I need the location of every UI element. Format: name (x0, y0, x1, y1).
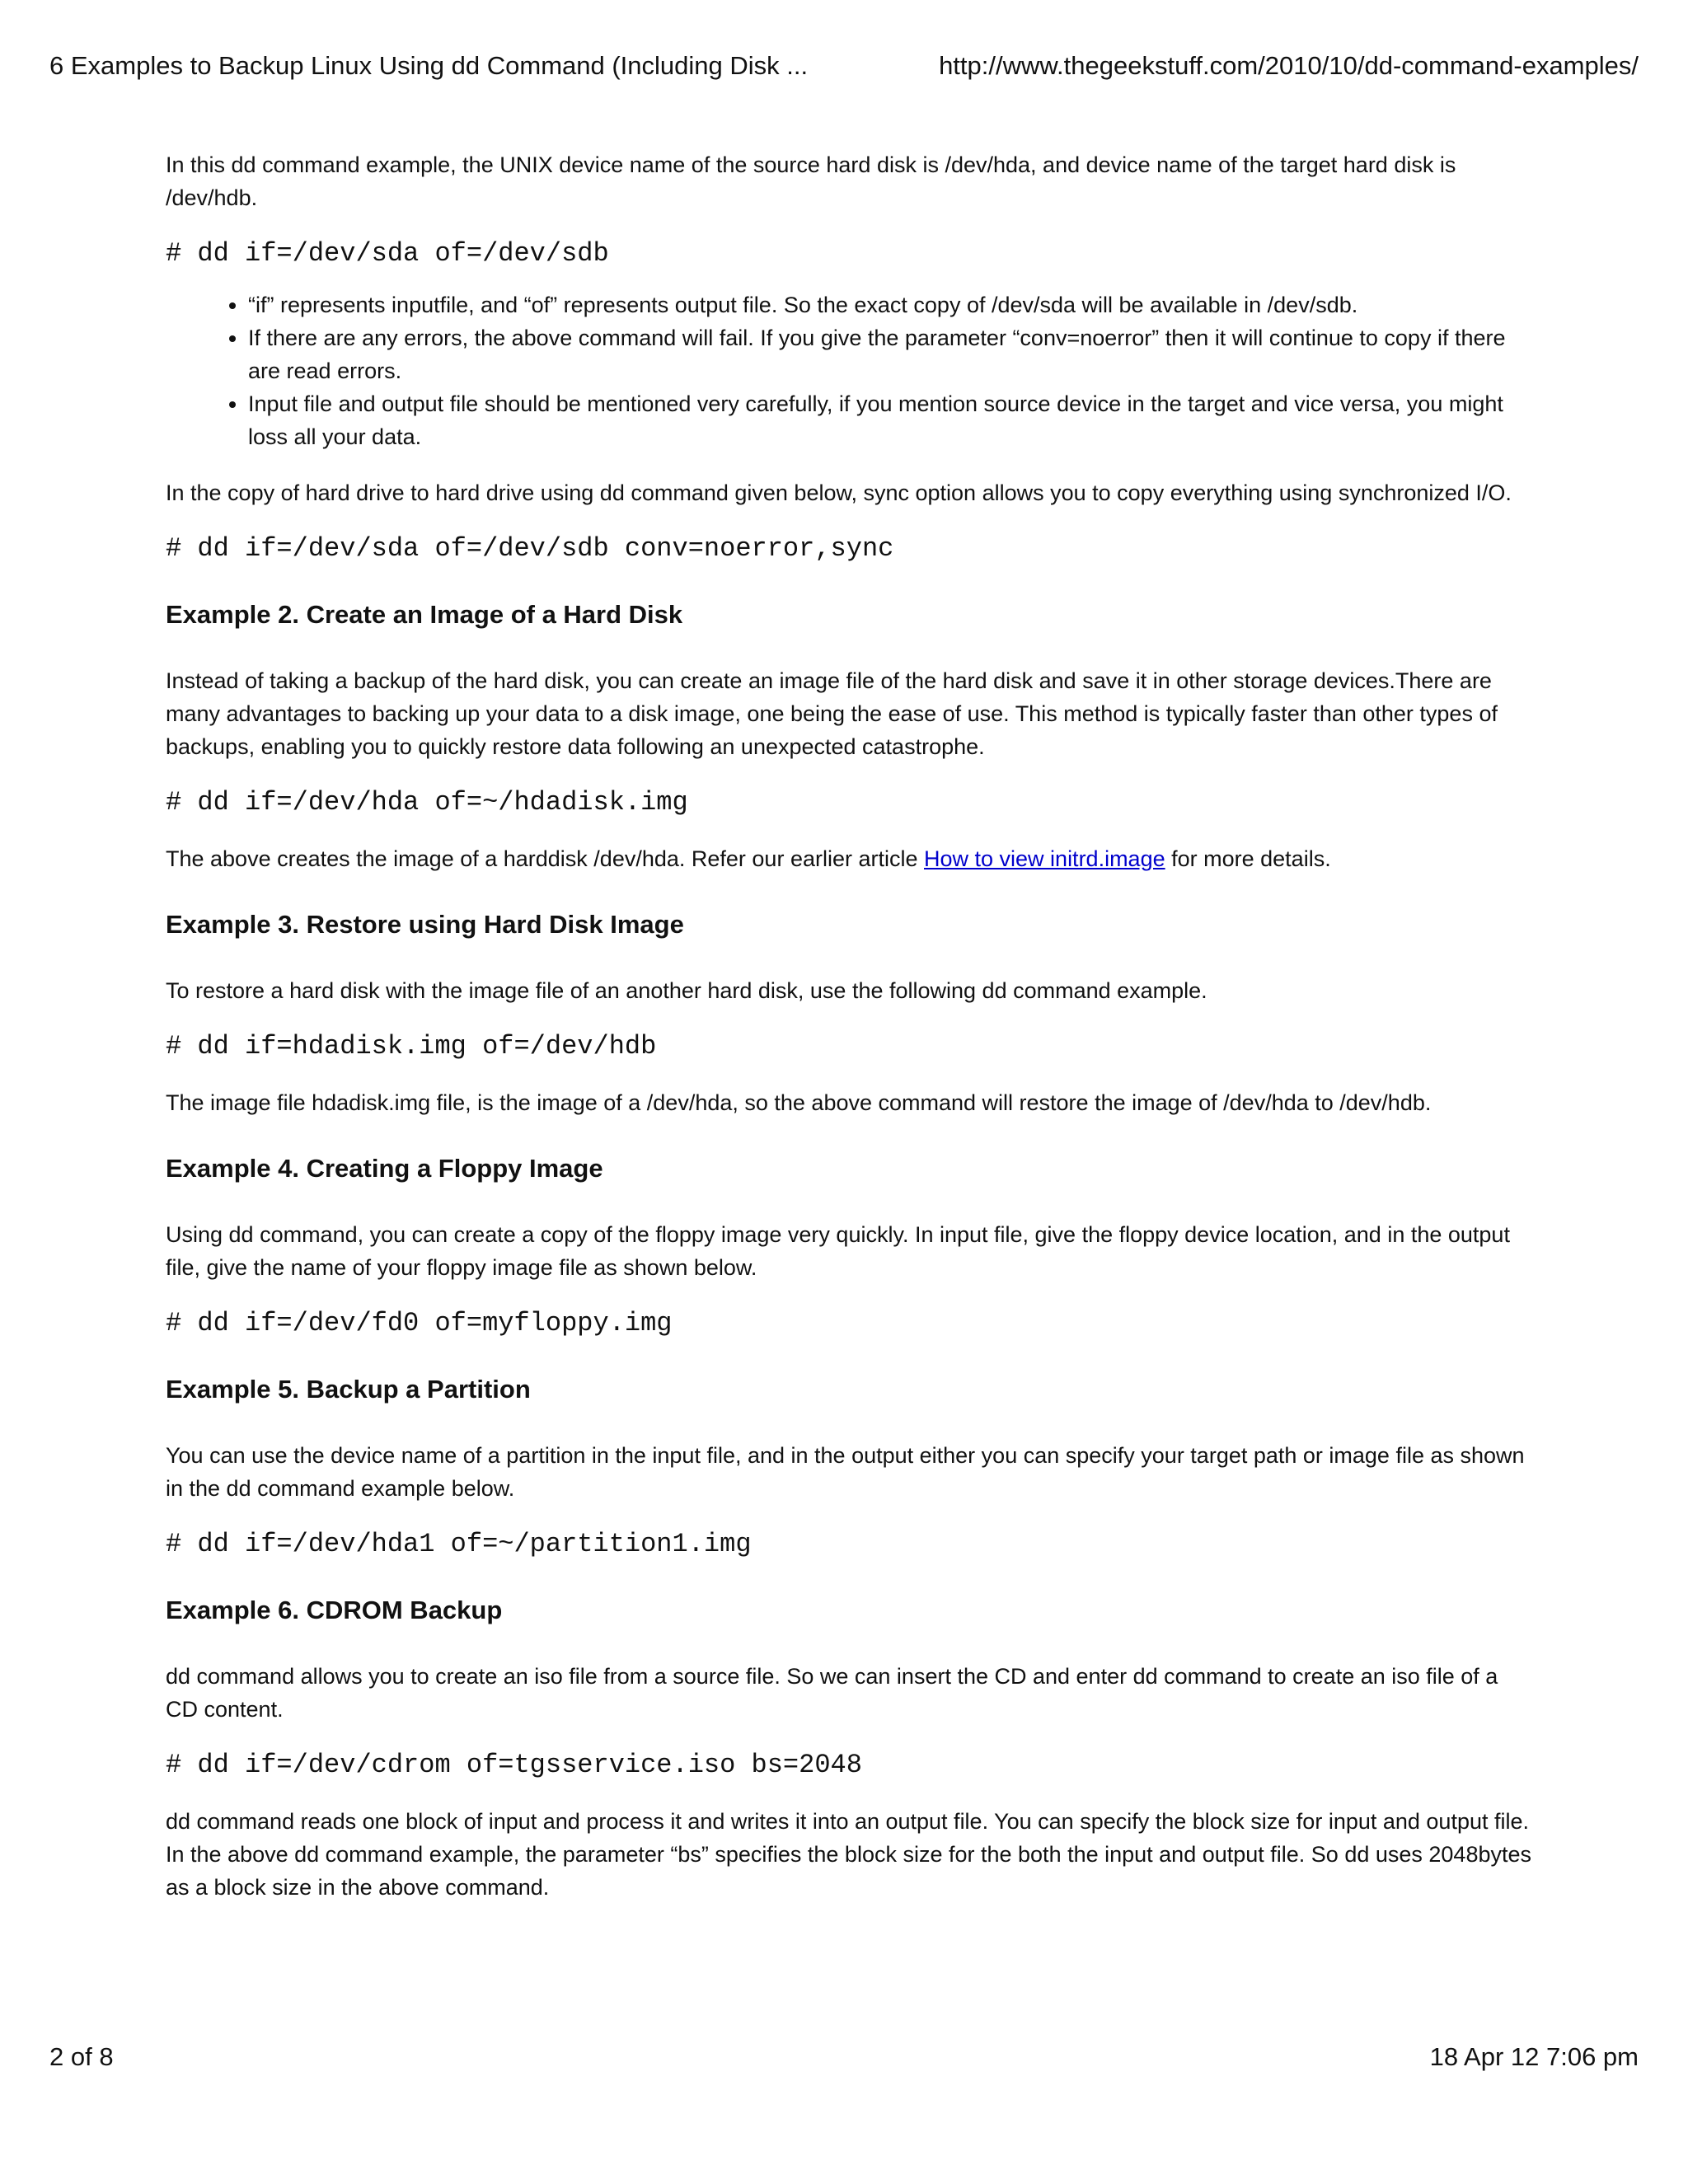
heading-example-2: Example 2. Create an Image of a Hard Disk (166, 600, 683, 629)
example-2-note-start: The above creates the image of a harddisk /dev/hda. Refer our earlier article (166, 846, 924, 871)
heading-example-4: Example 4. Creating a Floppy Image (166, 1154, 603, 1183)
sync-paragraph: In the copy of hard drive to hard drive using dd command given below, sync option allows you to copy everything using synchronized I/O. (166, 480, 1512, 505)
bullet-list (166, 288, 1534, 453)
heading-example-6: Example 6. CDROM Backup (166, 1596, 503, 1624)
example-3-command: # dd if=hdadisk.img of=/dev/hdb (166, 1031, 657, 1062)
intro-paragraph: In this dd command example, the UNIX device name of the source hard disk is /dev/hda, and device name of the target hard disk is /dev/hdb. (166, 152, 1456, 210)
article-body (166, 148, 1534, 1904)
bullet-item: • Input file and output file should be mentioned very carefully, if you mention source device in the target and vice versa, you might loss all your data. (248, 387, 1534, 453)
page-header-url: http://www.thegeekstuff.com/2010/10/dd-command-examples/ (939, 51, 1639, 80)
example-4-paragraph: Using dd command, you can create a copy of the floppy image very quickly. In input file, give the floppy device location, and in the output file, give the name of your floppy image file as shown below. (166, 1222, 1510, 1280)
page-number: 2 of 8 (49, 2042, 114, 2071)
print-datetime: 18 Apr 12 7:06 pm (1429, 2042, 1639, 2071)
example-6-paragraph: dd command allows you to create an iso file from a source file. So we can insert the CD and enter dd command to create an iso file of a CD content. (166, 1664, 1498, 1722)
example-5-command: # dd if=/dev/hda1 of=~/partition1.img (166, 1529, 752, 1559)
page-header-title: 6 Examples to Backup Linux Using dd Command (Including Disk ... (49, 51, 809, 80)
command-sync: # dd if=/dev/sda of=/dev/sdb conv=noerror,sync (166, 533, 894, 564)
heading-example-5: Example 5. Backup a Partition (166, 1375, 531, 1404)
example-5-paragraph: You can use the device name of a partition in the input file, and in the output either you can specify your target path or image file as shown in the dd command example below. (166, 1443, 1525, 1501)
example-2-note (166, 842, 1534, 875)
example-6-note: dd command reads one block of input and process it and writes it into an output file. You can specify the block size for input and output file. In the above dd command example, the parameter “bs” specifies the block size for the both the input and output file. So dd uses 2048bytes as a block size in the above command. (166, 1809, 1531, 1900)
example-2-command: # dd if=/dev/hda of=~/hdadisk.img (166, 787, 688, 818)
bullet-item: • If there are any errors, the above command will fail. If you give the parameter “conv=noerror” then it will continue to copy if there are read errors. (248, 321, 1534, 387)
command-sda-to-sdb: # dd if=/dev/sda of=/dev/sdb (166, 238, 609, 269)
initrd-article-link[interactable]: How to view initrd.image (924, 846, 1165, 871)
example-6-command: # dd if=/dev/cdrom of=tgsservice.iso bs=2048 (166, 1750, 862, 1780)
example-2-paragraph: Instead of taking a backup of the hard disk, you can create an image file of the hard disk and save it in other storage devices.There are many advantages to backing up your data to a disk image, one being the ease of use. This method is typically faster than other types of backups, enabling you to quickly restore data following an unexpected catastrophe. (166, 668, 1498, 759)
example-4-command: # dd if=/dev/fd0 of=myfloppy.img (166, 1308, 673, 1338)
example-3-paragraph: To restore a hard disk with the image file of an another hard disk, use the following dd command example. (166, 978, 1207, 1003)
example-3-note: The image file hdadisk.img file, is the image of a /dev/hda, so the above command will restore the image of /dev/hda to /dev/hdb. (166, 1090, 1432, 1115)
bullet-item: • “if” represents inputfile, and “of” represents output file. So the exact copy of /dev/sda will be available in /dev/sdb. (248, 288, 1534, 321)
example-2-note-end: for more details. (1165, 846, 1331, 871)
heading-example-3: Example 3. Restore using Hard Disk Image (166, 910, 684, 939)
